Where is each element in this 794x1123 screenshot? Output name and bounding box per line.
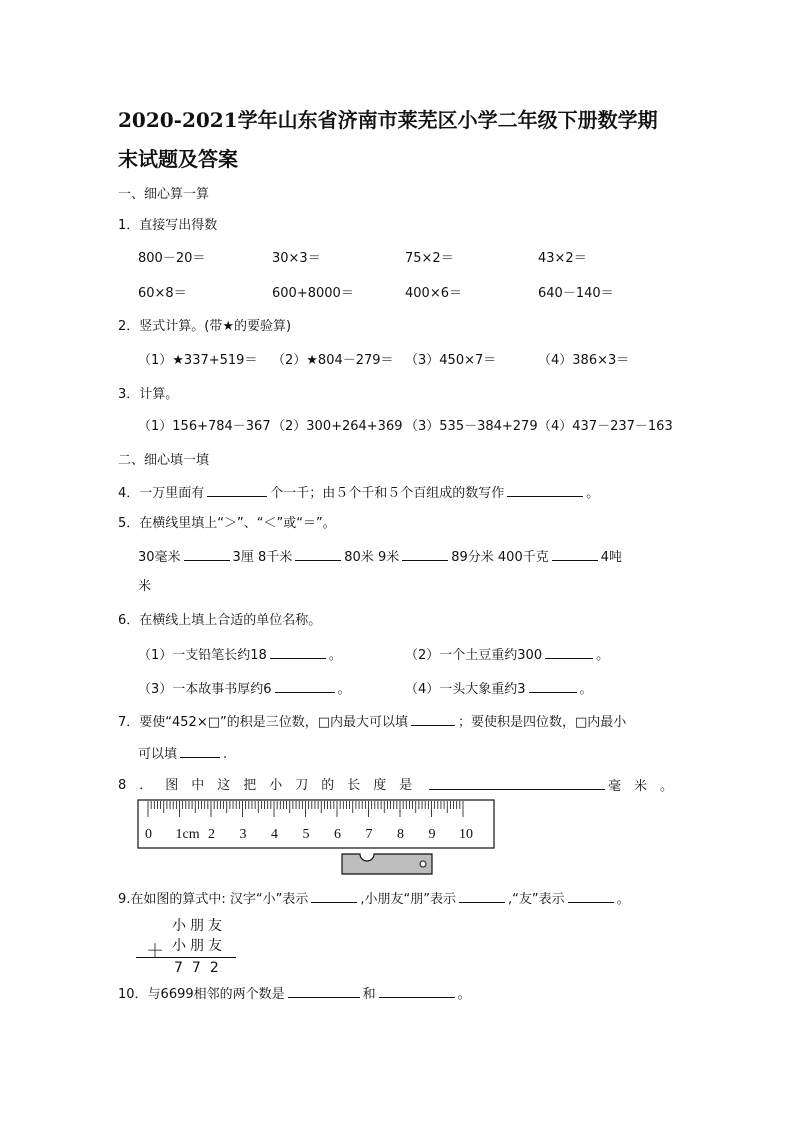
ruler-label: 8 [397,827,404,842]
q4-text-b: 个一千；由５个千和５个百组成的数写作 [270,486,505,501]
q10-line [118,985,471,1004]
section-heading-1: 一、细心算一算 [118,187,210,202]
q2-item-3: （3）450×7＝ [405,353,497,368]
q9-blank-1[interactable] [311,890,357,903]
q9-line [118,890,630,909]
q10-text-b: 和 [362,987,376,1002]
q3-item-2: （2）300+264+369 [272,419,403,434]
q7-blank-1[interactable] [411,713,455,726]
q5-left-1: 30毫米 [138,550,181,565]
addend-1: 小朋友 [172,918,226,934]
q3-item-4: （4）437－237－163 [538,419,673,434]
q2-item-1: （1）★337+519＝ [138,353,258,368]
q1-expr-5: 60×8＝ [138,286,187,301]
q10-text-a: 10．与6699相邻的两个数是 [118,987,285,1002]
q5-blank-4[interactable] [552,548,598,561]
q5-right-4: 4吨 [600,550,623,565]
q1-expr-6: 600+8000＝ [272,286,354,301]
q3-item-1: （1）156+784－367 [138,419,271,434]
q6-item-1-text: （1）一支铅笔长约18 [138,648,267,663]
q9-text-b: ,小朋友“朋”表示 [360,892,456,907]
ruler-label: 9 [428,827,436,842]
q7-text-b: ；要使积是四位数，□内最小 [458,715,627,730]
q6-item-2-text: （2）一个土豆重约300 [405,648,543,663]
q6-end-3: 。 [337,682,351,697]
q4-blank-1[interactable] [207,484,267,497]
knife [342,854,432,874]
q6-blank-2[interactable] [545,646,593,659]
sum-line [136,957,236,958]
q5-right-3: 89分米 [451,550,494,565]
q8-label: 8．图中这把小刀的长度是 [118,778,426,793]
q5-label: 5．在横线里填上“＞”、“＜”或“＝”。 [118,516,336,531]
q6-item-1 [138,646,342,665]
q5-left-3: 9米 [377,550,400,565]
q6-label: 6．在横线上填上合适的单位名称。 [118,613,322,628]
q2-item-4: （4）386×3＝ [538,353,630,368]
ruler-label: 3 [239,827,247,842]
q5-right-1: 3厘 [232,550,254,565]
q4-text-a: 4．一万里面有 [118,486,205,501]
q5-blank-3[interactable] [402,548,448,561]
q7-line2 [138,745,227,764]
q9-blank-3[interactable] [568,890,614,903]
page-title-line2: 末试题及答案 [118,147,238,171]
q2-item-2: （2）★804－279＝ [272,353,394,368]
sum-result: 772 [174,960,228,976]
q5-line [138,548,622,567]
page-title-line1: 2020-2021学年山东省济南市莱芜区小学二年级下册数学期 [118,108,658,132]
q7-line1 [118,713,626,732]
q8-unit: 毫米。 [608,779,687,794]
ruler-label: 6 [334,827,341,842]
q4-text-c: 。 [586,486,600,501]
ruler-label: 5 [302,827,310,842]
q1-label: 1．直接写出得数 [118,218,218,233]
q10-blank-2[interactable] [379,985,455,998]
q5-right-2: 80米 [344,550,374,565]
q3-label: 3．计算。 [118,387,179,402]
q10-blank-1[interactable] [288,985,360,998]
q9-text-a: 9.在如图的算式中: 汉字“小”表示 [118,892,309,907]
q6-blank-1[interactable] [270,646,326,659]
q5-blank-2[interactable] [295,548,341,561]
q5-left-2: 8千米 [257,550,293,565]
ruler-label: 10 [459,827,473,842]
q9-text-c: ,“友”表示 [508,892,565,907]
section-heading-2: 二、细心填一填 [118,453,210,468]
q7-blank-2[interactable] [180,745,220,758]
q1-expr-8: 640－140＝ [538,286,614,301]
q6-item-4 [405,680,593,699]
q6-blank-4[interactable] [529,680,577,693]
q3-item-3: （3）535－384+279 [405,419,538,434]
q4-blank-2[interactable] [507,484,583,497]
q2-label: 2．竖式计算。(带★的要验算) [118,319,292,334]
q1-expr-1: 800－20＝ [138,251,206,266]
ruler-label: 0 [145,827,152,842]
q10-text-c: 。 [457,987,471,1002]
vertical-addition [136,915,246,975]
q1-expr-4: 43×2＝ [538,251,587,266]
q6-end-1: 。 [328,648,342,663]
ruler-label: 1cm [175,827,200,842]
q6-blank-3[interactable] [275,680,335,693]
q1-expr-7: 400×6＝ [405,286,462,301]
q7-text-a: 7．要使“452×□”的积是三位数，□内最大可以填 [118,715,409,730]
q7-text-d: . [223,747,228,762]
q6-item-2 [405,646,609,665]
q8-answer [426,777,686,796]
ruler-label: 7 [365,827,373,842]
plus-sign: ＋ [146,941,164,962]
q9-blank-2[interactable] [459,890,505,903]
q5-wrap: 米 [138,579,152,594]
addend-2: 小朋友 [172,938,226,954]
q7-text-c: 可以填 [138,747,178,762]
q4-line [118,484,599,503]
q6-item-4-text: （4）一头大象重约3 [405,682,526,697]
q5-blank-1[interactable] [184,548,230,561]
q9-text-d: 。 [616,892,630,907]
q5-left-4: 400千克 [497,550,549,565]
ruler-label: 4 [271,827,278,842]
ruler-label: 2 [208,827,215,842]
q6-item-3 [138,680,351,699]
q1-expr-2: 30×3＝ [272,251,321,266]
q6-end-2: 。 [596,648,610,663]
q8-blank[interactable] [429,777,605,790]
q6-item-3-text: （3）一本故事书厚约6 [138,682,272,697]
ruler-figure [136,798,498,884]
q6-end-4: 。 [579,682,593,697]
q1-expr-3: 75×2＝ [405,251,454,266]
